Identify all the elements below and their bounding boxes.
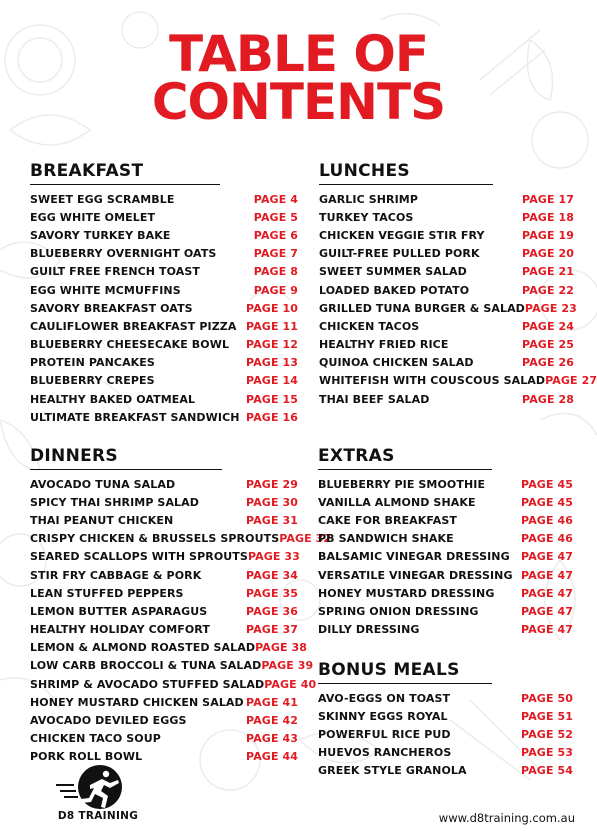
page-number: PAGE 50: [521, 691, 573, 705]
toc-entry: [30, 354, 298, 372]
recipe-name: THAI PEANUT CHICKEN: [30, 513, 174, 527]
recipe-name: CAULIFLOWER BREAKFAST PIZZA: [30, 319, 237, 333]
toc-entry: [318, 530, 573, 548]
recipe-name: PB SANDWICH SHAKE: [318, 532, 454, 546]
recipe-name: STIR FRY CABBAGE & PORK: [30, 568, 202, 582]
recipe-name: WHITEFISH WITH COUSCOUS SALAD: [319, 374, 546, 388]
recipe-name: DILLY DRESSING: [318, 623, 420, 637]
page-number: PAGE 9: [253, 283, 298, 297]
page-number: PAGE 47: [521, 550, 573, 564]
toc-entry: [30, 621, 298, 639]
section-heading: DINNERS: [30, 446, 222, 470]
page-number: PAGE 45: [521, 477, 573, 491]
recipe-name: THAI BEEF SALAD: [319, 392, 430, 406]
toc-entry: [319, 263, 574, 281]
recipe-name: LOW CARB BROCCOLI & TUNA SALAD: [30, 659, 262, 673]
recipe-name: GUILT-FREE PULLED PORK: [319, 247, 480, 261]
toc-entry: [319, 336, 574, 354]
recipe-name: GUILT FREE FRENCH TOAST: [30, 265, 201, 279]
page-number: PAGE 53: [521, 746, 573, 760]
recipe-name: SPRING ONION DRESSING: [318, 604, 479, 618]
toc-entry: [30, 584, 298, 602]
page-number: PAGE 8: [253, 265, 298, 279]
recipe-name: TURKEY TACOS: [319, 210, 414, 224]
page-number: PAGE 17: [522, 192, 574, 206]
recipe-name: SPICY THAI SHRIMP SALAD: [30, 495, 200, 509]
page-number: PAGE 47: [521, 604, 573, 618]
page-number: PAGE 4: [253, 192, 298, 206]
toc-entry: [30, 602, 298, 620]
toc-entry: [318, 707, 573, 725]
page-number: PAGE 20: [522, 247, 574, 261]
toc-entry: [319, 208, 574, 226]
toc-entry: [318, 511, 573, 529]
recipe-name: CAKE FOR BREAKFAST: [318, 513, 458, 527]
section-extras: [318, 446, 573, 639]
toc-entry: [318, 548, 573, 566]
page-number: PAGE 19: [522, 228, 574, 242]
toc-entry: [318, 566, 573, 584]
recipe-name: GREEK STYLE GRANOLA: [318, 764, 467, 778]
page-number: PAGE 36: [246, 604, 298, 618]
recipe-name: AVOCADO TUNA SALAD: [30, 477, 176, 491]
page-number: PAGE 45: [521, 495, 573, 509]
page-number: PAGE 40: [264, 677, 317, 691]
page-number: PAGE 54: [521, 764, 573, 778]
page-number: PAGE 41: [246, 695, 298, 709]
recipe-name: LEMON BUTTER ASPARAGUS: [30, 604, 208, 618]
toc-entry: [318, 584, 573, 602]
toc-entry: [319, 281, 574, 299]
toc-entry: [319, 372, 597, 390]
recipe-name: QUINOA CHICKEN SALAD: [319, 356, 474, 370]
page-number: PAGE 22: [522, 283, 574, 297]
page-number: PAGE 33: [247, 550, 300, 564]
recipe-name: BLUEBERRY CHEESECAKE BOWL: [30, 338, 230, 352]
recipe-name: HEALTHY HOLIDAY COMFORT: [30, 623, 210, 637]
page-number: PAGE 24: [522, 319, 574, 333]
recipe-name: GARLIC SHRIMP: [319, 192, 419, 206]
toc-entry: [30, 675, 317, 693]
page-number: PAGE 10: [246, 301, 298, 315]
brand-logo-text: D8 TRAINING: [57, 810, 139, 822]
section-lunches: [319, 161, 597, 408]
page-number: PAGE 37: [246, 623, 298, 637]
section-breakfast: [30, 161, 298, 426]
toc-entry: [319, 390, 574, 408]
page-number: PAGE 34: [246, 568, 298, 582]
page-number: PAGE 47: [521, 568, 573, 582]
toc-entry: [30, 730, 298, 748]
toc-entry: [318, 621, 573, 639]
recipe-name: LEMON & ALMOND ROASTED SALAD: [30, 641, 256, 655]
recipe-name: HONEY MUSTARD CHICKEN SALAD: [30, 695, 244, 709]
toc-entry: [319, 354, 574, 372]
toc-entry: [318, 602, 573, 620]
page-number: PAGE 25: [522, 338, 574, 352]
page-number: PAGE 47: [521, 623, 573, 637]
page-number: PAGE 21: [522, 265, 574, 279]
toc-entry: [318, 493, 573, 511]
page-title-line1: TABLE OF: [168, 25, 429, 83]
recipe-name: VERSATILE VINEGAR DRESSING: [318, 568, 513, 582]
toc-entry: [30, 336, 298, 354]
recipe-name: PORK ROLL BOWL: [30, 750, 143, 764]
section-dinners: [30, 446, 332, 766]
toc-entry: [319, 299, 577, 317]
toc-entry: [318, 762, 573, 780]
page-number: PAGE 39: [261, 659, 314, 673]
toc-entry: [30, 475, 298, 493]
website-url: www.d8training.com.au: [438, 811, 575, 825]
recipe-name: HEALTHY BAKED OATMEAL: [30, 392, 196, 406]
toc-entry: [30, 530, 332, 548]
page-number: PAGE 44: [246, 750, 298, 764]
recipe-name: GRILLED TUNA BURGER & SALAD: [319, 301, 525, 315]
toc-entry: [30, 281, 298, 299]
toc-entry: [318, 725, 573, 743]
page-number: PAGE 28: [522, 392, 574, 406]
recipe-name: HONEY MUSTARD DRESSING: [318, 586, 495, 600]
page-number: PAGE 46: [521, 513, 573, 527]
page-number: PAGE 51: [521, 709, 573, 723]
section-heading: EXTRAS: [318, 446, 492, 470]
recipe-name: SAVORY TURKEY BAKE: [30, 228, 171, 242]
toc-entry: [30, 372, 298, 390]
section-heading: BONUS MEALS: [318, 660, 492, 684]
page-number: PAGE 14: [246, 374, 298, 388]
section-bonus-meals: [318, 660, 573, 780]
toc-entry: [319, 190, 574, 208]
page-number: PAGE 27: [545, 374, 597, 388]
page-number: PAGE 42: [246, 714, 298, 728]
page-title-line2: CONTENTS: [151, 73, 446, 131]
recipe-name: CHICKEN VEGGIE STIR FRY: [319, 228, 485, 242]
page-number: PAGE 52: [521, 727, 573, 741]
page-number: PAGE 46: [521, 532, 573, 546]
toc-entry: [30, 566, 298, 584]
recipe-name: LOADED BAKED POTATO: [319, 283, 470, 297]
recipe-name: POWERFUL RICE PUD: [318, 727, 451, 741]
toc-entry: [30, 390, 298, 408]
recipe-name: CHICKEN TACOS: [319, 319, 420, 333]
toc-entry: [30, 226, 298, 244]
page-number: PAGE 7: [253, 247, 298, 261]
toc-entry: [30, 657, 314, 675]
toc-entry: [318, 689, 573, 707]
toc-list: [318, 689, 573, 780]
recipe-name: CHICKEN TACO SOUP: [30, 732, 161, 746]
recipe-name: BLUEBERRY CREPES: [30, 374, 155, 388]
page-number: PAGE 47: [521, 586, 573, 600]
toc-entry: [30, 711, 298, 729]
toc-entry: [30, 245, 298, 263]
recipe-name: CRISPY CHICKEN & BRUSSELS SPROUTS: [30, 532, 280, 546]
toc-entry: [319, 317, 574, 335]
toc-entry: [319, 226, 574, 244]
recipe-name: SHRIMP & AVOCADO STUFFED SALAD: [30, 677, 265, 691]
page-number: PAGE 30: [246, 495, 298, 509]
toc-list: [319, 190, 597, 408]
toc-entry: [30, 693, 298, 711]
toc-entry: [319, 245, 574, 263]
recipe-name: SWEET SUMMER SALAD: [319, 265, 467, 279]
page-number: PAGE 31: [246, 513, 298, 527]
recipe-name: EGG WHITE OMELET: [30, 210, 156, 224]
toc-entry: [30, 511, 298, 529]
page-number: PAGE 12: [246, 338, 298, 352]
page-number: PAGE 29: [246, 477, 298, 491]
recipe-name: BLUEBERRY OVERNIGHT OATS: [30, 247, 217, 261]
toc-entry: [30, 317, 298, 335]
toc-list: [30, 475, 332, 766]
page-number: PAGE 18: [522, 210, 574, 224]
toc-entry: [318, 744, 573, 762]
recipe-name: BLUEBERRY PIE SMOOTHIE: [318, 477, 486, 491]
page-number: PAGE 32: [279, 532, 332, 546]
page-number: PAGE 6: [253, 228, 298, 242]
recipe-name: ULTIMATE BREAKFAST SANDWICH: [30, 410, 240, 424]
toc-entry: [30, 190, 298, 208]
section-heading: LUNCHES: [319, 161, 493, 185]
page-number: PAGE 23: [524, 301, 577, 315]
page-number: PAGE 11: [246, 319, 298, 333]
recipe-name: AVO-EGGS ON TOAST: [318, 691, 451, 705]
recipe-name: EGG WHITE MCMUFFINS: [30, 283, 181, 297]
page-number: PAGE 35: [246, 586, 298, 600]
recipe-name: AVOCADO DEVILED EGGS: [30, 714, 187, 728]
recipe-name: VANILLA ALMOND SHAKE: [318, 495, 476, 509]
toc-entry: [30, 408, 298, 426]
section-heading: BREAKFAST: [30, 161, 220, 185]
toc-entry: [30, 639, 308, 657]
recipe-name: SKINNY EGGS ROYAL: [318, 709, 448, 723]
page-number: PAGE 38: [255, 641, 308, 655]
recipe-name: HUEVOS RANCHEROS: [318, 746, 452, 760]
toc-entry: [30, 208, 298, 226]
recipe-name: BALSAMIC VINEGAR DRESSING: [318, 550, 510, 564]
page-number: PAGE 16: [246, 410, 298, 424]
toc-list: [30, 190, 298, 426]
recipe-name: PROTEIN PANCAKES: [30, 356, 155, 370]
toc-entry: [30, 748, 298, 766]
toc-entry: [30, 263, 298, 281]
recipe-name: LEAN STUFFED PEPPERS: [30, 586, 184, 600]
recipe-name: HEALTHY FRIED RICE: [319, 338, 449, 352]
recipe-name: SEARED SCALLOPS WITH SPROUTS: [30, 550, 248, 564]
toc-entry: [30, 493, 298, 511]
toc-entry: [30, 548, 298, 566]
page-number: PAGE 13: [246, 356, 298, 370]
page-number: PAGE 43: [246, 732, 298, 746]
toc-entry: [318, 475, 573, 493]
toc-entry: [30, 299, 298, 317]
recipe-name: SWEET EGG SCRAMBLE: [30, 192, 175, 206]
toc-list: [318, 475, 573, 639]
recipe-name: SAVORY BREAKFAST OATS: [30, 301, 193, 315]
page-number: PAGE 26: [522, 356, 574, 370]
page-number: PAGE 5: [253, 210, 298, 224]
page-number: PAGE 15: [246, 392, 298, 406]
